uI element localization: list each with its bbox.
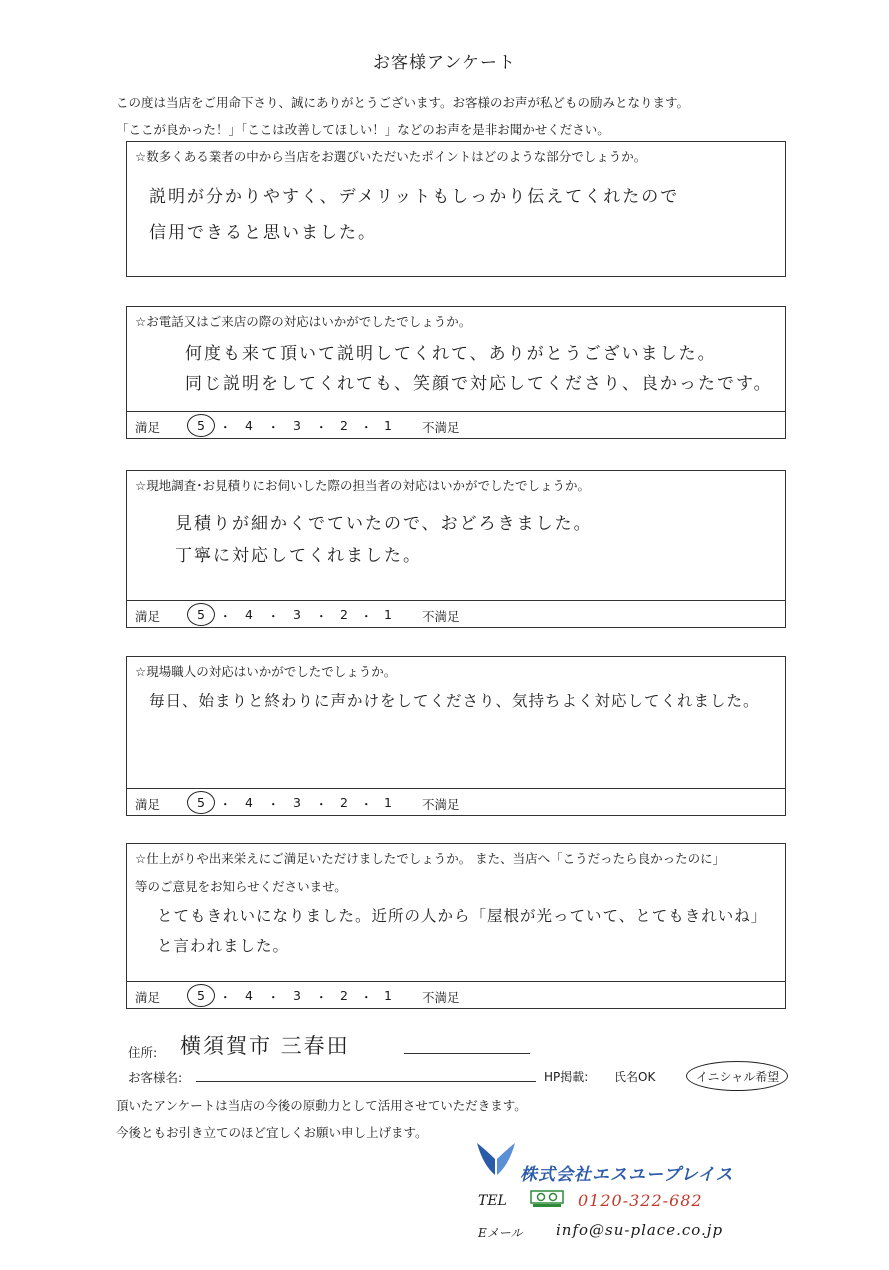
answer-line: 丁寧に対応してくれました。	[175, 546, 422, 566]
question-label-2: ☆お電話又はご来店の際の対応はいかがでしたでしょうか。	[135, 314, 472, 329]
question-box-2	[126, 306, 786, 439]
rating-right-label: 不満足	[422, 797, 460, 812]
rating-value[interactable]: 5	[197, 607, 205, 622]
answer-line: 見積りが細かくでていたので、おどろきました。	[175, 514, 593, 534]
rating-value[interactable]: 3	[293, 607, 301, 622]
hp-option-name-ok[interactable]: 氏名OK	[614, 1070, 656, 1084]
rating-scale: 満足 5 ・ 4 ・ 3 ・ 2 ・ 1 不満足	[127, 411, 785, 438]
rating-value[interactable]: 4	[245, 988, 253, 1003]
rating-value[interactable]: 2	[340, 988, 348, 1003]
rating-value[interactable]: 3	[293, 988, 301, 1003]
rating-value[interactable]: 5	[197, 988, 205, 1003]
company-logo-icon	[475, 1141, 517, 1179]
question-label-5b: 等のご意見をお知らせくださいませ。	[135, 879, 347, 894]
tel-number[interactable]: 0120-322-682	[578, 1191, 703, 1210]
rating-left-label: 満足	[135, 797, 161, 812]
rating-right-label: 不満足	[422, 609, 460, 624]
rating-value[interactable]: 2	[340, 795, 348, 810]
rating-value[interactable]: 5	[197, 795, 205, 810]
freedial-icon	[530, 1190, 564, 1208]
question-box-1	[126, 141, 786, 277]
rating-value[interactable]: 2	[340, 607, 348, 622]
answer-line: と言われました。	[157, 937, 290, 955]
footer-note-2: 今後ともお引き立てのほど宜しくお願い申し上げます。	[116, 1125, 428, 1140]
rating-value[interactable]: 3	[293, 418, 301, 433]
question-label-1: ☆数多くある業者の中から当店をお選びいただいたポイントはどのような部分でしょうか。	[135, 149, 647, 164]
answer-line: 説明が分かりやすく、デメリットもしっかり伝えてくれたので	[149, 187, 680, 207]
answer-line: 毎日、始まりと終わりに声かけをしてくださり、気持ちよく対応してくれました。	[149, 692, 760, 710]
email-address[interactable]: info@su-place.co.jp	[556, 1221, 724, 1239]
answer-line: 何度も来て頂いて説明してくれて、ありがとうございました。	[185, 344, 717, 364]
answer-line: 同じ説明をしてくれても、笑顔で対応してくださり、良かったです。	[185, 374, 773, 394]
rating-value[interactable]: 1	[384, 418, 392, 433]
address-value: 横須賀市 三春田	[180, 1034, 350, 1058]
intro-text-1: この度は当店をご用命下さり、誠にありがとうございます。お客様のお声が私どもの励みとなります。	[116, 95, 690, 110]
question-label-4: ☆現場職人の対応はいかがでしたでしょうか。	[135, 664, 397, 679]
question-label-5: ☆仕上がりや出来栄えにご満足いただけましたでしょうか。 また、当店へ「こうだったら良かったのに」	[135, 851, 726, 866]
page-title: お客様アンケート	[373, 53, 516, 73]
rating-value[interactable]: 1	[384, 607, 392, 622]
hp-option-initial[interactable]: イニシャル希望	[696, 1070, 780, 1084]
customer-name-field[interactable]	[196, 1081, 536, 1082]
customer-name-label: お客様名:	[128, 1070, 183, 1085]
question-box-4	[126, 656, 786, 816]
tel-label: TEL	[478, 1193, 507, 1209]
rating-right-label: 不満足	[422, 990, 460, 1005]
question-box-3	[126, 470, 786, 628]
rating-left-label: 満足	[135, 990, 161, 1005]
question-label-3: ☆現地調査･お見積りにお伺いした際の担当者の対応はいかがでしたでしょうか。	[135, 478, 590, 493]
rating-value[interactable]: 4	[245, 607, 253, 622]
footer-note-1: 頂いたアンケートは当店の今後の原動力として活用させていただきます。	[116, 1098, 527, 1113]
answer-line: 信用できると思いました。	[149, 223, 377, 243]
rating-right-label: 不満足	[422, 420, 460, 435]
intro-text-2: 「ここが良かった！」「ここは改善してほしい！」などのお声を是非お聞かせください。	[116, 122, 610, 137]
company-name: 株式会社エスユープレイス	[520, 1165, 734, 1185]
rating-value[interactable]: 3	[293, 795, 301, 810]
rating-value[interactable]: 1	[384, 988, 392, 1003]
rating-value[interactable]: 4	[245, 418, 253, 433]
rating-value[interactable]: 1	[384, 795, 392, 810]
email-label: Eメール	[478, 1226, 523, 1240]
rating-scale: 満足 5 ・ 4 ・ 3 ・ 2 ・ 1 不満足	[127, 981, 785, 1008]
rating-value[interactable]: 4	[245, 795, 253, 810]
answer-line: とてもきれいになりました。近所の人から「屋根が光っていて、とてもきれいね」	[157, 907, 768, 925]
rating-scale: 満足 5 ・ 4 ・ 3 ・ 2 ・ 1 不満足	[127, 600, 785, 627]
rating-left-label: 満足	[135, 609, 161, 624]
address-underline	[404, 1053, 530, 1054]
hp-label: HP掲載:	[544, 1070, 589, 1084]
rating-scale: 満足 5 ・ 4 ・ 3 ・ 2 ・ 1 不満足	[127, 788, 785, 815]
rating-left-label: 満足	[135, 420, 161, 435]
address-label: 住所:	[128, 1045, 158, 1060]
question-box-5	[126, 843, 786, 1009]
rating-value[interactable]: 2	[340, 418, 348, 433]
rating-value[interactable]: 5	[197, 418, 205, 433]
